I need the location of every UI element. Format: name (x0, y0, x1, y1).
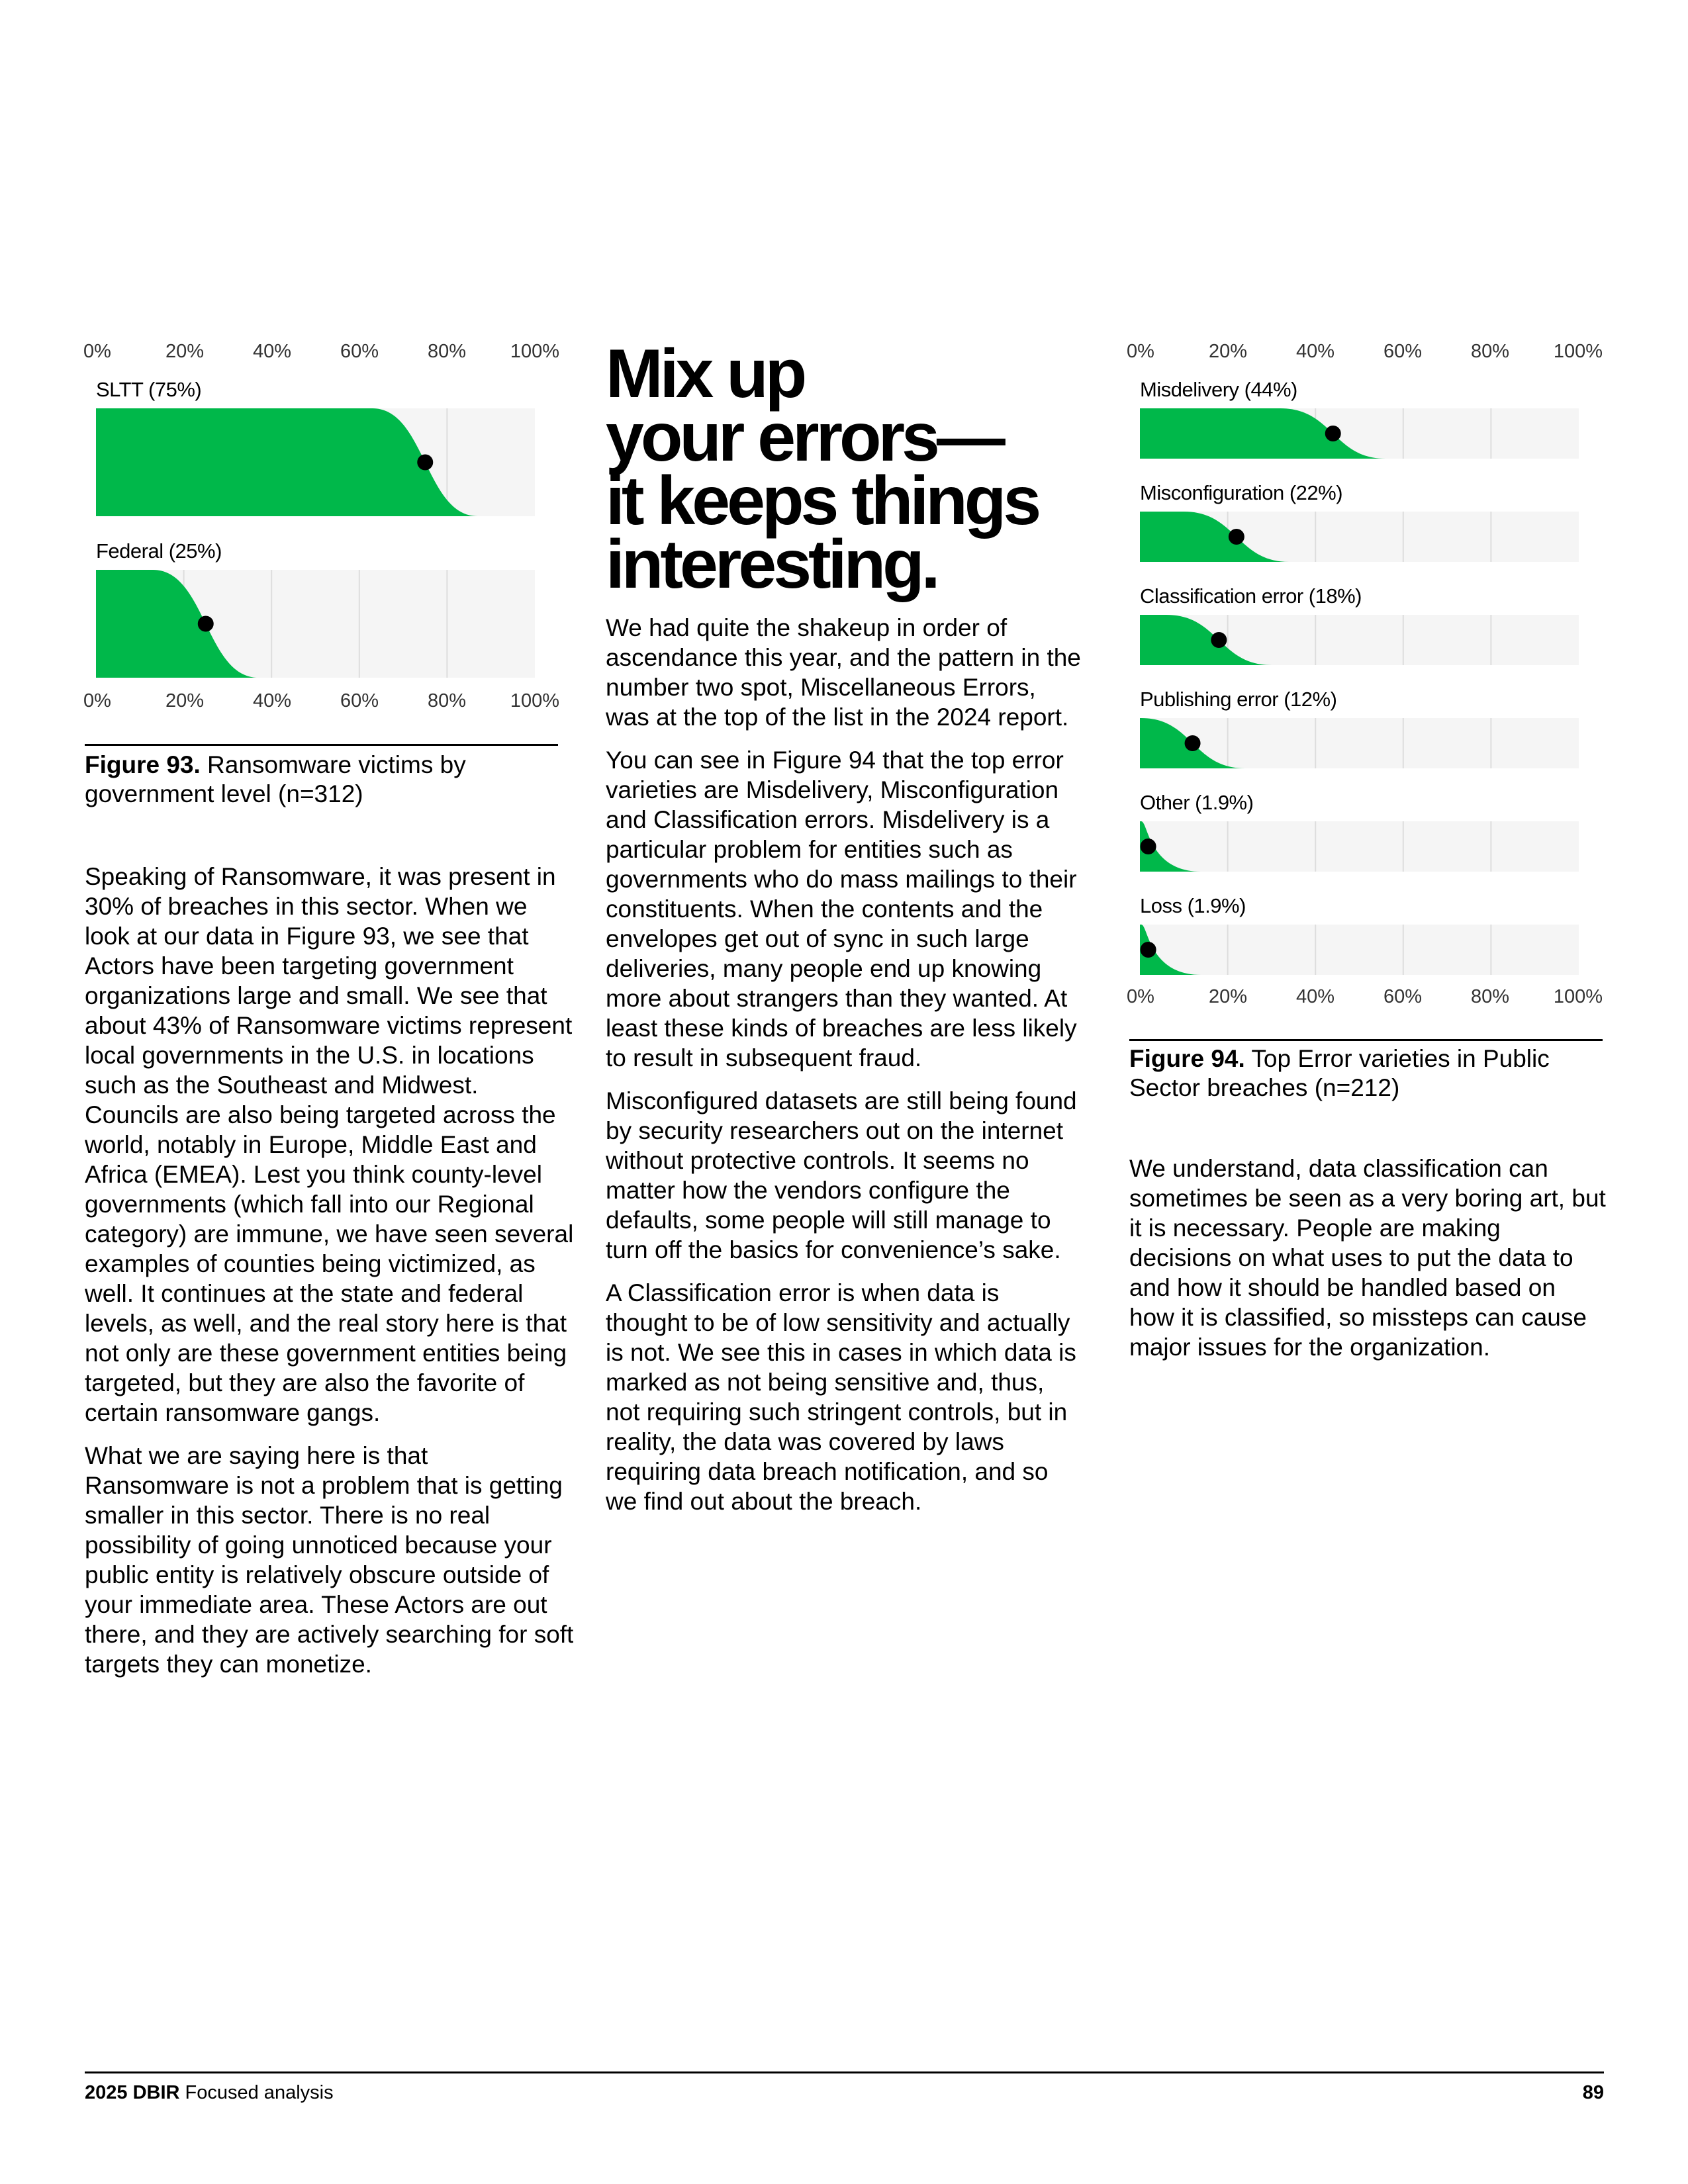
fig94-bar-misconfiguration (1140, 512, 1579, 562)
fig94-bar-classification-error (1140, 615, 1579, 665)
fig94-tick-label: 40% (1295, 986, 1335, 1007)
fig94-bar-label: Classification error (18%) (1140, 584, 1362, 608)
headline-line: it keeps things (606, 463, 1039, 539)
headline-line: Mix up (606, 336, 804, 412)
value-marker (1141, 839, 1156, 854)
fig93-bar-federal (96, 570, 535, 678)
fig93-tick-label: 60% (340, 341, 379, 362)
fig94-tick-label: 60% (1383, 341, 1423, 362)
fig93-tick-label: 80% (427, 690, 467, 711)
paragraph: Speaking of Ransomware, it was present in 30% of breaches in this sector. When we look at our data in Figure 93, we see that Actors have been targeting government organizations large and small. We see that about 43% of Ransomware victims represent local governments in the U.S. in locations such as the Southeast and Midwest. Councils are also being targeted across the world, notably in Europe, Middle East and Africa (EMEA). Lest you think county-level governments (which fall into our Regional category) are immune, we have seen several examples of counties being victimized, as well. It continues at the state and federal levels, as well, and the real story here is that not only are these government entities being targeted, but they are also the favorite of certain ransomware gangs. (85, 863, 574, 1426)
fig94-bar-misdelivery (1140, 408, 1579, 459)
fig94-tick-label: 80% (1470, 341, 1510, 362)
fig93-bottom-axis (0, 690, 596, 717)
paragraph: We understand, data classification can sometimes be seen as a very boring art, but it is necessary. People are making decisions on what uses to put the data to and how it should be handled based on how it is classified, so missteps can cause major issues for the organization. (1129, 1155, 1606, 1361)
footer-report-section: Focused analysis (179, 2082, 334, 2103)
fig93-tick-label: 40% (252, 690, 292, 711)
paragraph: A Classification error is when data is thought to be of low sensitivity and actually is not. We see this in cases in which data is marked as not being sensitive and, thus, not requiring such stringent controls, but in reality, the data was covered by laws requiring data breach notification, and so we find out about the breach. (606, 1279, 1076, 1515)
value-marker (1141, 942, 1156, 958)
value-marker (1211, 632, 1227, 648)
fig94-bar-label: Misconfiguration (22%) (1140, 481, 1343, 504)
fig93-bar-label: Federal (25%) (96, 539, 222, 563)
fig94-bar-publishing-error (1140, 718, 1579, 768)
fig93-tick-label: 100% (510, 341, 560, 362)
fig93-tick-label: 60% (340, 690, 379, 711)
section-headline (606, 336, 1082, 603)
fig93-tick-label: 0% (83, 341, 111, 362)
fig94-tick-label: 20% (1208, 341, 1248, 362)
fig94-caption-rule (1129, 1039, 1603, 1041)
fig93-caption-label: Figure 93. (85, 751, 201, 778)
right-column-text (1129, 1154, 1606, 1375)
left-column-text (85, 862, 575, 1692)
fig93-tick-label: 20% (165, 690, 205, 711)
middle-column-text (606, 613, 1082, 1529)
fig93-caption (85, 751, 558, 809)
fig93-tick-label: 100% (510, 690, 560, 711)
paragraph: We had quite the shakeup in order of ascendance this year, and the pattern in the number two spot, Miscellaneous Errors, was at the top of the list in the 2024 report. (606, 614, 1081, 731)
headline-line: your errors— (606, 399, 1002, 476)
value-marker (1185, 735, 1201, 751)
fig94-tick-label: 60% (1383, 986, 1423, 1007)
headline-line: interesting. (606, 526, 937, 603)
fig94-bar-label: Other (1.9%) (1140, 791, 1254, 814)
fig93-caption-text: Ransomware victims by government level (n=312) (85, 751, 466, 807)
fig93-tick-label: 40% (252, 341, 292, 362)
fig93-tick-label: 80% (427, 341, 467, 362)
fig94-tick-label: 20% (1208, 986, 1248, 1007)
fig93-bar-label: SLTT (75%) (96, 378, 202, 401)
fig93-top-axis (0, 341, 596, 367)
fig94-top-axis (1092, 341, 1688, 367)
fig93-caption-rule (85, 744, 558, 746)
fig94-caption (1129, 1044, 1603, 1103)
fig93-tick-label: 20% (165, 341, 205, 362)
value-marker (1325, 426, 1341, 441)
fig94-bar-label: Publishing error (12%) (1140, 688, 1337, 711)
value-marker (198, 616, 214, 632)
fig94-bar-other (1140, 821, 1579, 872)
fig94-tick-label: 0% (1127, 986, 1154, 1007)
footer-rule (85, 2071, 1604, 2073)
fig94-tick-label: 80% (1470, 986, 1510, 1007)
fig94-caption-label: Figure 94. (1129, 1045, 1245, 1072)
footer-report-title (85, 2082, 334, 2104)
bar-track (1140, 821, 1579, 872)
fig94-tick-label: 100% (1553, 341, 1603, 362)
fig94-tick-label: 40% (1295, 341, 1335, 362)
value-marker (417, 455, 433, 471)
value-marker (1229, 529, 1244, 545)
fig94-bottom-axis (1092, 986, 1688, 1013)
paragraph: You can see in Figure 94 that the top error varieties are Misdelivery, Misconfiguration and Classification errors. Misdelivery is a particular problem for entities such as governments who do mass mailings to their constituents. When the contents and the envelopes get out of sync in such large deliveries, many people end up knowing more about strangers than they wanted. At least these kinds of breaches are less likely to result in subsequent fraud. (606, 747, 1077, 1071)
fig94-bar-loss (1140, 925, 1579, 975)
footer-report-name: 2025 DBIR (85, 2082, 180, 2103)
fig94-bar-label: Misdelivery (44%) (1140, 378, 1297, 401)
fig94-bar-label: Loss (1.9%) (1140, 894, 1246, 917)
paragraph: What we are saying here is that Ransomware is not a problem that is getting smaller in this sector. There is no real possibility of going unnoticed because your public entity is relatively obscure outside of your immediate area. These Actors are out there, and they are actively searching for soft targets they can monetize. (85, 1442, 574, 1678)
page-number: 89 (1582, 2082, 1604, 2103)
paragraph: Misconfigured datasets are still being found by security researchers out on the internet without protective controls. It seems no matter how the vendors configure the defaults, some people will still manage to turn off the basics for convenience’s sake. (606, 1087, 1077, 1263)
fig94-tick-label: 0% (1127, 341, 1154, 362)
bar-track (1140, 925, 1579, 975)
fig93-tick-label: 0% (83, 690, 111, 711)
fig94-caption-text: Top Error varieties in Public Sector breaches (n=212) (1129, 1045, 1550, 1101)
fig93-bar-sltt (96, 408, 535, 516)
fig94-tick-label: 100% (1553, 986, 1603, 1007)
